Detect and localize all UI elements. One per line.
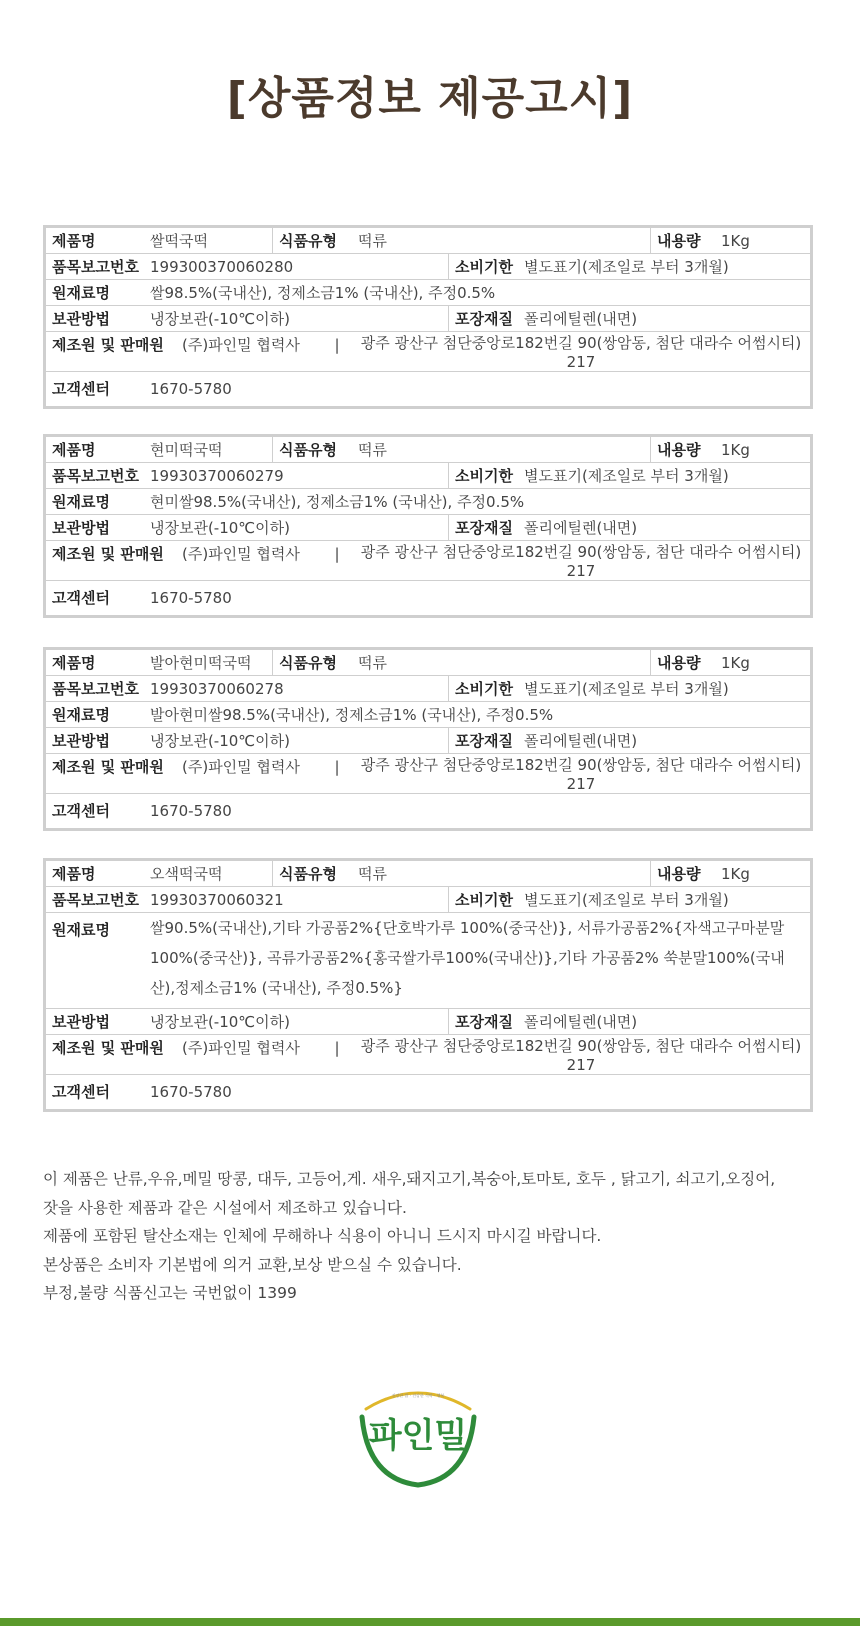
label-food-type: 식품유형	[272, 650, 352, 675]
label-storage: 보관방법	[52, 1013, 110, 1031]
label-report-no: 품목보고번호	[52, 258, 139, 276]
food-type: 떡류	[358, 441, 387, 459]
table-row	[46, 581, 810, 615]
label-customer-center: 고객센터	[52, 380, 110, 398]
table-row	[46, 1009, 810, 1035]
notice-line: 잣을 사용한 제품과 같은 시설에서 제조하고 있습니다.	[43, 1198, 407, 1217]
label-product-name: 제품명	[52, 865, 96, 883]
table-row	[46, 332, 810, 372]
customer-center-phone: 1670-5780	[150, 589, 232, 607]
label-report-no: 품목보고번호	[52, 680, 139, 698]
label-report-no: 품목보고번호	[52, 467, 139, 485]
food-type: 떡류	[358, 654, 387, 672]
brand-logo	[356, 1383, 480, 1489]
label-maker: 제조원 및 판매원	[52, 545, 164, 563]
ingredients: 쌀90.5%(국내산),기타 가공품2%{단호박가루 100%(중국산)}, 서류가공품2%{자색고구마분말100%(중국산)}, 곡류가공품2%{홍국쌀가루100%(국내산)},기타 가공품2% 쑥분말100%(국내산),정제소금1% (국내산), 주정0.5%}	[150, 919, 785, 997]
table-row	[46, 228, 810, 254]
product-name: 오색떡국떡	[150, 865, 223, 883]
expiry: 별도표기(제조일로 부터 3개월)	[524, 891, 729, 909]
food-type: 떡류	[358, 865, 387, 883]
table-row	[46, 1075, 810, 1109]
table-row	[46, 794, 810, 828]
storage: 냉장보관(-10℃이하)	[150, 310, 290, 328]
notice-line: 본상품은 소비자 기본법에 의거 교환,보상 받으실 수 있습니다.	[43, 1255, 462, 1274]
maker: (주)파인밀 협력사	[182, 336, 300, 354]
label-product-name: 제품명	[52, 654, 96, 672]
notice-line: 제품에 포함된 탈산소재는 인체에 무해하나 식용이 아니니 드시지 마시길 바랍니다.	[43, 1227, 602, 1245]
table-row	[46, 702, 810, 728]
report-number: 19930370060278	[150, 680, 284, 698]
content-amount: 1Kg	[721, 441, 750, 459]
content-amount: 1Kg	[721, 654, 750, 672]
maker: (주)파인밀 협력사	[182, 758, 300, 776]
bottom-bar	[0, 1618, 860, 1626]
table-row	[46, 463, 810, 489]
table-row	[46, 1035, 810, 1075]
packaging: 폴리에틸렌(내면)	[524, 1013, 638, 1031]
label-content: 내용량	[650, 861, 715, 886]
label-content: 내용량	[650, 437, 715, 462]
content-amount: 1Kg	[721, 232, 750, 250]
label-product-name: 제품명	[52, 441, 96, 459]
label-ingredients: 원재료명	[52, 921, 110, 939]
product-name: 현미떡국떡	[150, 441, 223, 459]
storage: 냉장보관(-10℃이하)	[150, 732, 290, 750]
notice-line: 부정,불량 식품신고는 국번없이 1399	[43, 1284, 297, 1302]
label-content: 내용량	[650, 650, 715, 675]
label-ingredients: 원재료명	[52, 284, 110, 302]
table-row	[46, 515, 810, 541]
packaging: 폴리에틸렌(내면)	[524, 732, 638, 750]
product-info-table	[43, 858, 813, 1112]
label-storage: 보관방법	[52, 732, 110, 750]
table-row	[46, 489, 810, 515]
table-row	[46, 437, 810, 463]
ingredients: 현미쌀98.5%(국내산), 정제소금1% (국내산), 주정0.5%	[150, 493, 525, 511]
label-food-type: 식품유형	[272, 437, 352, 462]
label-food-type: 식품유형	[272, 228, 352, 253]
label-expiry: 소비기한	[448, 887, 518, 912]
maker-separator: |	[334, 758, 340, 776]
label-expiry: 소비기한	[448, 676, 518, 701]
address: 광주 광산구 첨단중앙로182번길 90(쌍암동, 첨단 대라수 어썸시티) 217	[360, 334, 802, 371]
label-customer-center: 고객센터	[52, 589, 110, 607]
label-maker: 제조원 및 판매원	[52, 758, 164, 776]
content-amount: 1Kg	[721, 865, 750, 883]
logo-tagline: 건강한 밥 · 건강한 식탁 · 행복	[391, 1393, 445, 1398]
expiry: 별도표기(제조일로 부터 3개월)	[524, 467, 729, 485]
address: 광주 광산구 첨단중앙로182번길 90(쌍암동, 첨단 대라수 어썸시티) 217	[360, 1037, 802, 1074]
label-customer-center: 고객센터	[52, 1083, 110, 1101]
maker-separator: |	[334, 1039, 340, 1057]
packaging: 폴리에틸렌(내면)	[524, 310, 638, 328]
table-row	[46, 254, 810, 280]
maker: (주)파인밀 협력사	[182, 1039, 300, 1057]
label-packaging: 포장재질	[448, 515, 518, 540]
address: 광주 광산구 첨단중앙로182번길 90(쌍암동, 첨단 대라수 어썸시티) 217	[360, 756, 802, 793]
label-storage: 보관방법	[52, 310, 110, 328]
label-product-name: 제품명	[52, 232, 96, 250]
label-maker: 제조원 및 판매원	[52, 336, 164, 354]
logo-wordmark: 파인밀	[368, 1416, 468, 1456]
table-row	[46, 861, 810, 887]
label-customer-center: 고객센터	[52, 802, 110, 820]
report-number: 199300370060280	[150, 258, 294, 276]
label-maker: 제조원 및 판매원	[52, 1039, 164, 1057]
label-expiry: 소비기한	[448, 254, 518, 279]
expiry: 별도표기(제조일로 부터 3개월)	[524, 680, 729, 698]
ingredients: 발아현미쌀98.5%(국내산), 정제소금1% (국내산), 주정0.5%	[150, 706, 554, 724]
table-row	[46, 728, 810, 754]
label-packaging: 포장재질	[448, 306, 518, 331]
label-content: 내용량	[650, 228, 715, 253]
product-name: 쌀떡국떡	[150, 232, 208, 250]
table-row	[46, 541, 810, 581]
maker: (주)파인밀 협력사	[182, 545, 300, 563]
maker-separator: |	[334, 545, 340, 563]
table-row	[46, 913, 810, 1009]
label-food-type: 식품유형	[272, 861, 352, 886]
storage: 냉장보관(-10℃이하)	[150, 1013, 290, 1031]
table-row	[46, 650, 810, 676]
product-info-table	[43, 225, 813, 409]
customer-center-phone: 1670-5780	[150, 802, 232, 820]
table-row	[46, 887, 810, 913]
address: 광주 광산구 첨단중앙로182번길 90(쌍암동, 첨단 대라수 어썸시티) 217	[360, 543, 802, 580]
table-row	[46, 280, 810, 306]
label-report-no: 품목보고번호	[52, 891, 139, 909]
food-type: 떡류	[358, 232, 387, 250]
label-packaging: 포장재질	[448, 1009, 518, 1034]
customer-center-phone: 1670-5780	[150, 380, 232, 398]
expiry: 별도표기(제조일로 부터 3개월)	[524, 258, 729, 276]
table-row	[46, 306, 810, 332]
packaging: 폴리에틸렌(내면)	[524, 519, 638, 537]
report-number: 19930370060321	[150, 891, 284, 909]
page-title: [상품정보 제공고시]	[226, 73, 634, 124]
product-name: 발아현미떡국떡	[150, 654, 252, 672]
label-ingredients: 원재료명	[52, 706, 110, 724]
label-packaging: 포장재질	[448, 728, 518, 753]
notice-text	[43, 1165, 833, 1308]
table-row	[46, 676, 810, 702]
label-expiry: 소비기한	[448, 463, 518, 488]
label-ingredients: 원재료명	[52, 493, 110, 511]
ingredients: 쌀98.5%(국내산), 정제소금1% (국내산), 주정0.5%	[150, 284, 496, 302]
maker-separator: |	[334, 336, 340, 354]
label-storage: 보관방법	[52, 519, 110, 537]
table-row	[46, 754, 810, 794]
notice-line: 이 제품은 난류,우유,메밀 땅콩, 대두, 고등어,게. 새우,돼지고기,복숭아,토마토, 호두 , 닭고기, 쇠고기,오징어,	[43, 1170, 776, 1188]
storage: 냉장보관(-10℃이하)	[150, 519, 290, 537]
table-row	[46, 372, 810, 406]
report-number: 19930370060279	[150, 467, 284, 485]
customer-center-phone: 1670-5780	[150, 1083, 232, 1101]
product-info-table	[43, 434, 813, 618]
product-info-table	[43, 647, 813, 831]
